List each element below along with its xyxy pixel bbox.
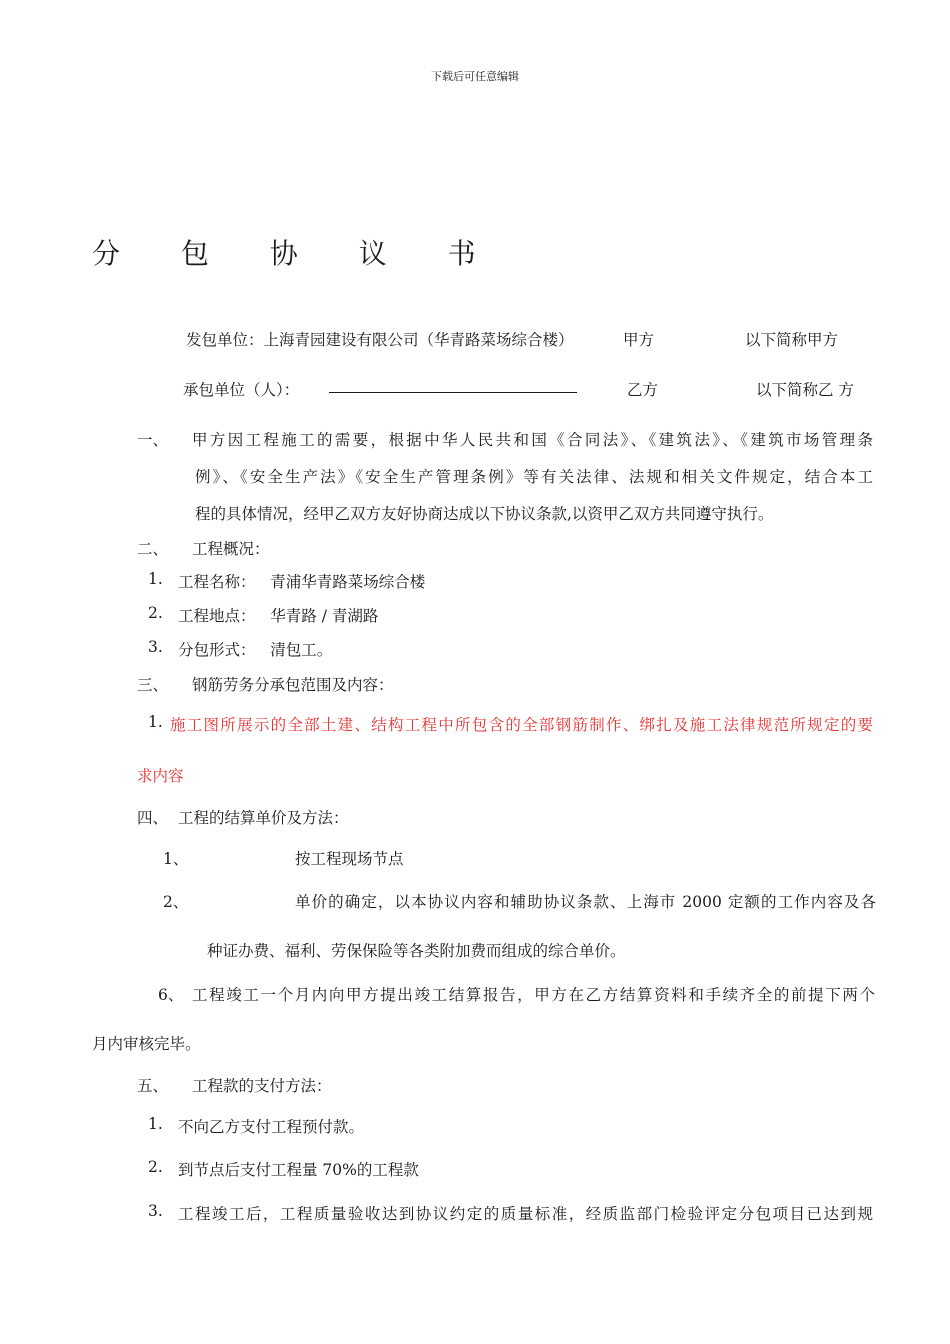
- section-4-item-2-line-2: 种证办费、福利、劳保保险等各类附加费而组成的综合单价。: [207, 942, 626, 960]
- party-a-abbreviation: 以下简称甲方: [745, 331, 839, 349]
- section-4-item-6-line-1: 工程竣工一个月内向甲方提出竣工结算报告，甲方在乙方结算资料和手续齐全的前提下两个: [192, 986, 875, 1004]
- section-1-line-3: 程的具体情况，经甲乙双方友好协商达成以下协议条款,以资甲乙双方共同遵守执行。: [195, 505, 774, 523]
- party-a-label: 甲方: [623, 331, 655, 349]
- section-2-item-1-text: 工程名称： 青浦华青路菜场综合楼: [178, 573, 426, 591]
- document-title: 分 包 协 议 书: [92, 237, 502, 270]
- section-4-item-2-line-1: 单价的确定，以本协议内容和辅助协议条款、上海市 2000 定额的工作内容及各: [295, 893, 876, 911]
- section-5-item-2-text: 到节点后支付工程量 70%的工程款: [178, 1161, 419, 1179]
- party-b-label: 乙方: [627, 381, 659, 399]
- section-4-item-1-number: 1、: [163, 850, 189, 868]
- section-1-line-2: 例》、《安全生产法》《安全生产管理条例》等有关法律、法规和相关文件规定，结合本工: [195, 468, 873, 486]
- section-4-number: 四、: [137, 809, 169, 827]
- subcontractor-label: 承包单位（人）：: [183, 381, 300, 399]
- section-5-item-2-number: 2.: [148, 1158, 163, 1176]
- section-4-heading: 工程的结算单价及方法：: [178, 809, 349, 827]
- section-3-item-line-2: 求内容: [137, 767, 184, 785]
- section-1-number: 一、: [137, 431, 169, 449]
- section-4-item-2-number: 2、: [163, 893, 189, 911]
- section-2-heading: 工程概况：: [192, 540, 270, 558]
- section-3-item-line-1: 施工图所展示的全部土建、结构工程中所包含的全部钢筋制作、绑扎及施工法律规范所规定的要: [170, 716, 873, 734]
- section-3-item-number: 1.: [148, 713, 163, 731]
- section-5-item-1-text: 不向乙方支付工程预付款。: [178, 1118, 365, 1136]
- section-4-item-1-text: 按工程现场节点: [295, 850, 404, 868]
- section-5-heading: 工程款的支付方法：: [192, 1077, 332, 1095]
- party-b-abbreviation: 以下简称乙 方: [756, 381, 854, 399]
- section-3-heading: 钢筋劳务分承包范围及内容：: [192, 676, 394, 694]
- section-5-number: 五、: [137, 1077, 169, 1095]
- section-3-number: 三、: [137, 676, 169, 694]
- section-2-item-2-text: 工程地点： 华青路 / 青湖路: [178, 607, 379, 625]
- page-header-note: 下载后可任意编辑: [431, 70, 519, 83]
- contractor-label: 发包单位：上海青园建设有限公司（华青路菜场综合楼）: [186, 331, 574, 349]
- subcontractor-blank-field[interactable]: [329, 378, 577, 397]
- section-4-item-6-line-2: 月内审核完毕。: [92, 1035, 201, 1053]
- section-5-item-1-number: 1.: [148, 1115, 163, 1133]
- section-5-item-3-text: 工程竣工后，工程质量验收达到协议约定的质量标准，经质监部门检验评定分包项目已达到规: [178, 1205, 873, 1223]
- section-4-item-6-number: 6、: [158, 986, 184, 1004]
- section-2-item-2-number: 2.: [148, 604, 163, 622]
- section-1-line-1: 甲方因工程施工的需要，根据中华人民共和国《合同法》、《建筑法》、《建筑市场管理条: [192, 431, 873, 449]
- section-2-item-1-number: 1.: [148, 570, 163, 588]
- section-2-number: 二、: [137, 540, 169, 558]
- section-5-item-3-number: 3.: [148, 1202, 163, 1220]
- section-2-item-3-text: 分包形式： 清包工。: [178, 641, 333, 659]
- section-2-item-3-number: 3.: [148, 638, 163, 656]
